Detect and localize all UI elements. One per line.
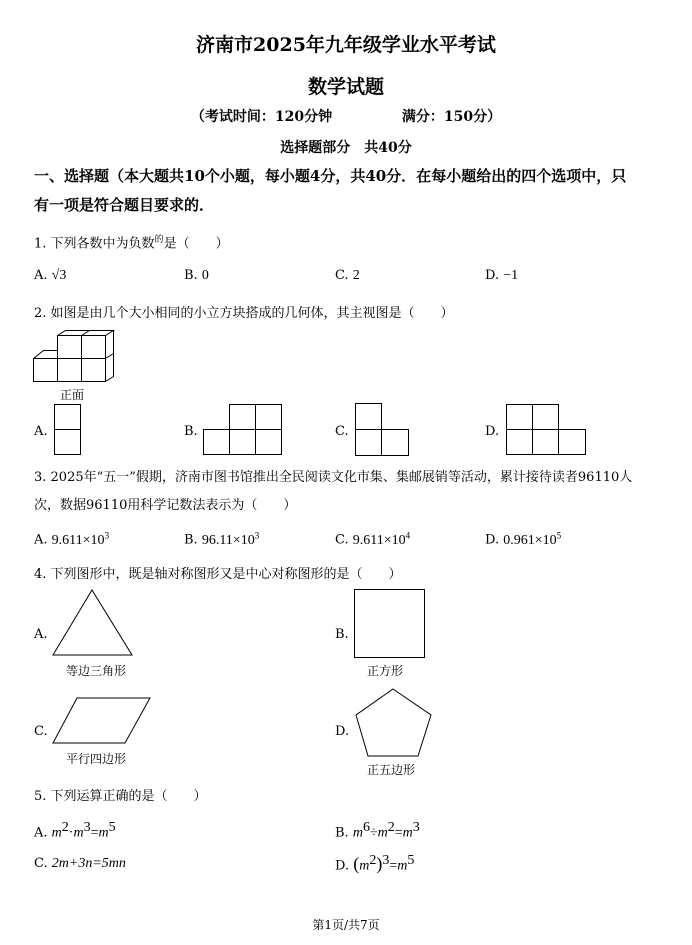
q2-option-b-label[interactable]: B.	[184, 424, 198, 439]
q4-option-c-label[interactable]: C.	[34, 724, 48, 739]
q5-a-exp: 5	[108, 820, 116, 835]
exam-info	[0, 106, 692, 126]
q1-option-d[interactable]	[485, 268, 518, 284]
q5-b-var: m	[402, 825, 413, 841]
q2-option-d-figure	[506, 404, 588, 456]
q3-b-value	[201, 530, 260, 548]
q5-a-exp: 2	[61, 820, 69, 835]
q1-c-value: 2	[352, 268, 360, 283]
q5-b-var: m	[352, 825, 363, 841]
q4-option-d-label[interactable]: D.	[335, 724, 350, 739]
time-info: （考试时间：120分钟	[190, 109, 333, 125]
q5-d-exp: 5	[407, 853, 415, 868]
q5-a-var: m	[98, 825, 109, 841]
option-label: B.	[335, 825, 349, 841]
q4-d-caption: 正五边形	[367, 763, 416, 777]
q5-option-c[interactable]	[34, 856, 126, 872]
square-figure	[354, 589, 426, 659]
q3-a-value	[51, 530, 110, 548]
q5-b-exp: 6	[362, 820, 370, 835]
q5-b-exp: 2	[387, 820, 395, 835]
q3-c-value	[352, 530, 411, 548]
page-number: 第1页/共7页	[312, 918, 380, 932]
q5-option-b[interactable]	[335, 820, 420, 841]
q1-a-value: √3	[51, 268, 67, 283]
parallelogram-figure	[52, 697, 152, 745]
option-label: A.	[34, 825, 48, 841]
q5-a-op: ·	[68, 825, 74, 841]
q4-stem: 4. 下列图形中，既是轴对称图形又是中心对称图形的是（ ）	[34, 567, 402, 582]
q1-option-b[interactable]	[184, 268, 209, 284]
q2-stem: 2. 如图是由几个大小相同的小立方块搭成的几何体，其主视图是（ ）	[34, 306, 454, 321]
q2-option-c-label[interactable]: C.	[335, 424, 349, 439]
q2-solid-figure	[33, 330, 123, 382]
q1-stem-sup: 的	[154, 235, 164, 245]
q1-d-value: −1	[503, 268, 519, 283]
regular-pentagon-figure	[355, 688, 433, 758]
q2-option-d-label[interactable]: D.	[485, 424, 500, 439]
equilateral-triangle-figure	[52, 589, 134, 657]
option-label: D.	[485, 532, 500, 548]
q5-a-var: m	[73, 825, 84, 841]
q1-option-c[interactable]	[335, 268, 360, 284]
q3-b-coef: 96.11×10	[201, 532, 255, 548]
q3-d-exp: 5	[556, 530, 562, 540]
option-label: A.	[34, 532, 48, 548]
q3-b-exp: 3	[254, 530, 260, 540]
q5-a-eq: =	[90, 825, 99, 841]
q4-b-caption: 正方形	[367, 664, 404, 678]
q5-c-expression: 2m+3n=5mn	[51, 856, 126, 871]
q3-option-a[interactable]	[34, 530, 109, 549]
q4-c-caption: 平行四边形	[66, 752, 127, 766]
q2-option-b-figure	[203, 404, 283, 456]
q2-option-a-figure	[54, 404, 82, 456]
option-label: C.	[335, 268, 349, 283]
q1-stem-text-end: 是（ ）	[163, 236, 229, 252]
section-instructions-line2: 有一项是符合题目要求的．	[34, 196, 215, 214]
q3-a-coef: 9.611×10	[51, 532, 105, 548]
q3-d-value	[503, 530, 562, 548]
q5-d-eq: =	[389, 858, 398, 874]
q5-d-exp: 3	[382, 853, 390, 868]
q1-stem	[34, 232, 229, 251]
option-label: C.	[34, 856, 48, 871]
q5-b-op: ÷	[369, 825, 378, 841]
q2-option-a-label[interactable]: A.	[34, 424, 48, 439]
q3-a-exp: 3	[104, 530, 110, 540]
q5-d-paren: )	[376, 853, 383, 874]
subject-title: 数学试题	[307, 76, 384, 98]
q4-a-caption: 等边三角形	[66, 664, 127, 678]
q5-option-d[interactable]	[335, 853, 414, 874]
q5-stem: 5. 下列运算正确的是（ ）	[34, 789, 207, 804]
q5-b-var: m	[377, 825, 388, 841]
q5-d-exp: 2	[369, 853, 377, 868]
q3-stem-line2: 次，数据96110用科学记数法表示为（ ）	[34, 498, 297, 513]
q5-a-var: m	[51, 825, 62, 841]
q5-a-exp: 3	[83, 820, 91, 835]
q1-option-a[interactable]	[34, 268, 66, 284]
q2-option-c-figure	[355, 403, 411, 457]
q4-option-a-label[interactable]: A.	[34, 627, 48, 642]
q4-option-b-label[interactable]: B.	[335, 627, 349, 642]
q5-b-eq: =	[394, 825, 403, 841]
section-instructions-line1: 一、选择题（本大题共10个小题，每小题4分，共40分．在每小题给出的四个选项中，只	[34, 167, 627, 185]
q3-stem-line1: 3. 2025年“五一”假期，济南市图书馆推出全民阅读文化市集、集邮展销等活动，累计接待读者96110人	[34, 470, 633, 485]
score-info: 满分：150分）	[401, 109, 502, 125]
q3-option-c[interactable]	[335, 530, 410, 549]
q5-d-var: m	[397, 858, 408, 874]
option-label: D.	[335, 858, 350, 874]
q5-option-a[interactable]	[34, 820, 116, 841]
q1-stem-text: 1. 下列各数中为负数	[34, 236, 155, 252]
q5-d-paren: (	[353, 853, 360, 874]
option-label: D.	[485, 268, 500, 283]
exam-title: 济南市2025年九年级学业水平考试	[196, 34, 496, 56]
q3-d-coef: 0.961×10	[503, 532, 557, 548]
part-title: 选择题部分 共40分	[280, 140, 412, 156]
q3-option-d[interactable]	[485, 530, 561, 549]
option-label: B.	[184, 268, 198, 283]
q2-caption: 正面	[60, 388, 85, 402]
option-label: C.	[335, 532, 349, 548]
q1-b-value: 0	[201, 268, 209, 283]
q3-option-b[interactable]	[184, 530, 259, 549]
option-label: A.	[34, 268, 48, 283]
q5-b-exp: 3	[412, 820, 420, 835]
q5-d-var: m	[359, 858, 370, 874]
q3-c-exp: 4	[405, 530, 411, 540]
q3-c-coef: 9.611×10	[352, 532, 406, 548]
option-label: B.	[184, 532, 198, 548]
